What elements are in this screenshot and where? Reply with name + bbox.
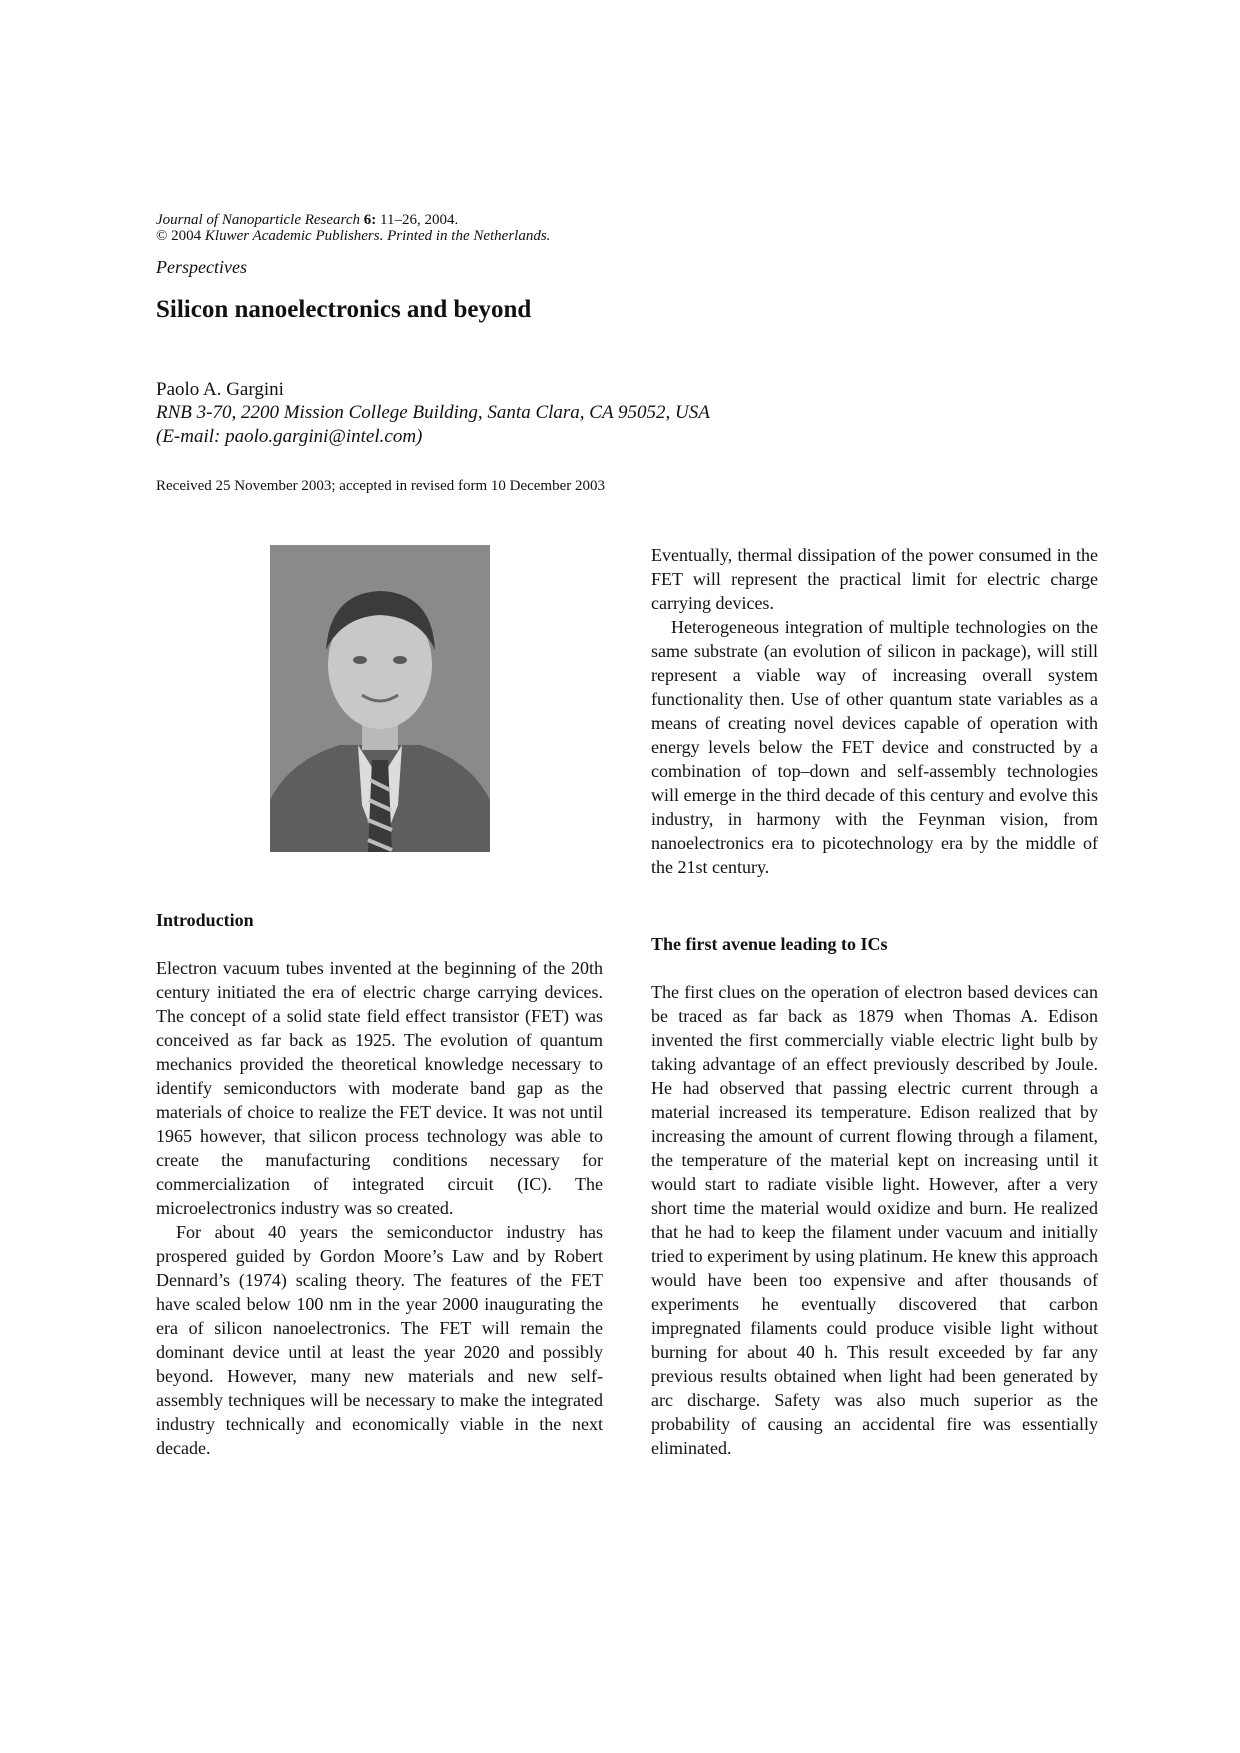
journal-citation — [156, 212, 458, 228]
paragraph: The first clues on the operation of electron based devices can be traced as far back as 1879 when Thomas A. Edison invented the first commercially viable electric light bulb by taking advantage of an effect previously described by Joule. He had observed that passing electric current through a material increased its temperature. Edison realized that by increasing the amount of current flowing through a filament, the temperature of the material kept on increasing until it would start to radiate visible light. However, after a very short time the material would oxidize and burn. He realized that he had to keep the filament under vacuum and initially tried to experiment by using platinum. He knew this approach would have been too expensive and after thousands of experiments he eventually discovered that carbon impregnated filaments could produce visible light without burning for about 40 h. This result exceeded by far any previous results obtained when light had been generated by arc discharge. Safety was also much superior as the probability of causing an accidental fire was essentially eliminated. — [651, 982, 1098, 1458]
portrait-illustration — [270, 545, 490, 852]
paragraph: Eventually, thermal dissipation of the power consumed in the FET will represent the practical limit for electric charge carrying devices. — [651, 545, 1098, 613]
author-name: Paolo A. Gargini — [156, 379, 284, 400]
received-dates: Received 25 November 2003; accepted in revised form 10 December 2003 — [156, 478, 606, 494]
author-affiliation: RNB 3-70, 2200 Mission College Building, Santa Clara, CA 95052, USA — [156, 402, 710, 423]
introduction-body — [156, 956, 603, 1460]
journal-volume: 6: — [363, 212, 377, 228]
author-email: (E-mail: paolo.gargini@intel.com) — [156, 426, 423, 447]
publisher-notice: Kluwer Academic Publishers. Printed in the Netherlands. — [204, 228, 551, 244]
first-avenue-body — [651, 980, 1098, 1460]
journal-name: Journal of Nanoparticle Research — [156, 212, 360, 228]
paragraph: Electron vacuum tubes invented at the beginning of the 20th century initiated the era of electric charge carrying devices. The concept of a solid state field effect transistor (FET) was conceived as far back as 1925. The evolution of quantum mechanics provided the theoretical knowledge necessary to identify semiconductors with moderate band gap as the materials of choice to realize the FET device. It was not until 1965 however, that silicon process technology was able to create the manufacturing conditions necessary for commercialization of integrated circuit (IC). The microelectronics industry was so created. — [156, 958, 603, 1218]
heading-first-avenue: The first avenue leading to ICs — [651, 934, 888, 954]
paper-title: Silicon nanoelectronics and beyond — [156, 296, 532, 323]
paragraph: Heterogeneous integration of multiple technologies on the same substrate (an evolution of silicon in package), will still represent a viable way of increasing overall system functionality then. Use of other quantum state variables as a means of creating novel devices capable of operation with energy levels below the FET device and constructed by a combination of top–down and self-assembly technologies will emerge in the third decade of this century and evolve this industry, in harmony with the Feynman vision, from nanoelectronics era to picotechnology era by the middle of the 21st century. — [651, 617, 1098, 877]
journal-pages-year: 11–26, 2004. — [380, 212, 459, 228]
copyright-year: © 2004 — [156, 228, 202, 244]
section-label: Perspectives — [156, 257, 247, 277]
author-portrait — [270, 545, 490, 852]
right-column-continuation — [651, 543, 1098, 879]
copyright-line — [156, 228, 550, 244]
heading-introduction: Introduction — [156, 910, 254, 930]
paragraph: For about 40 years the semiconductor industry has prospered guided by Gordon Moore’s Law and by Robert Dennard’s (1974) scaling theory. The features of the FET have scaled below 100 nm in the year 2000 inaugurating the era of silicon nanoelectronics. The FET will remain the dominant device until at least the year 2020 and possibly beyond. However, many new materials and new self-assembly techniques will be necessary to make the integrated industry technically and economically viable in the next decade. — [156, 1222, 603, 1458]
